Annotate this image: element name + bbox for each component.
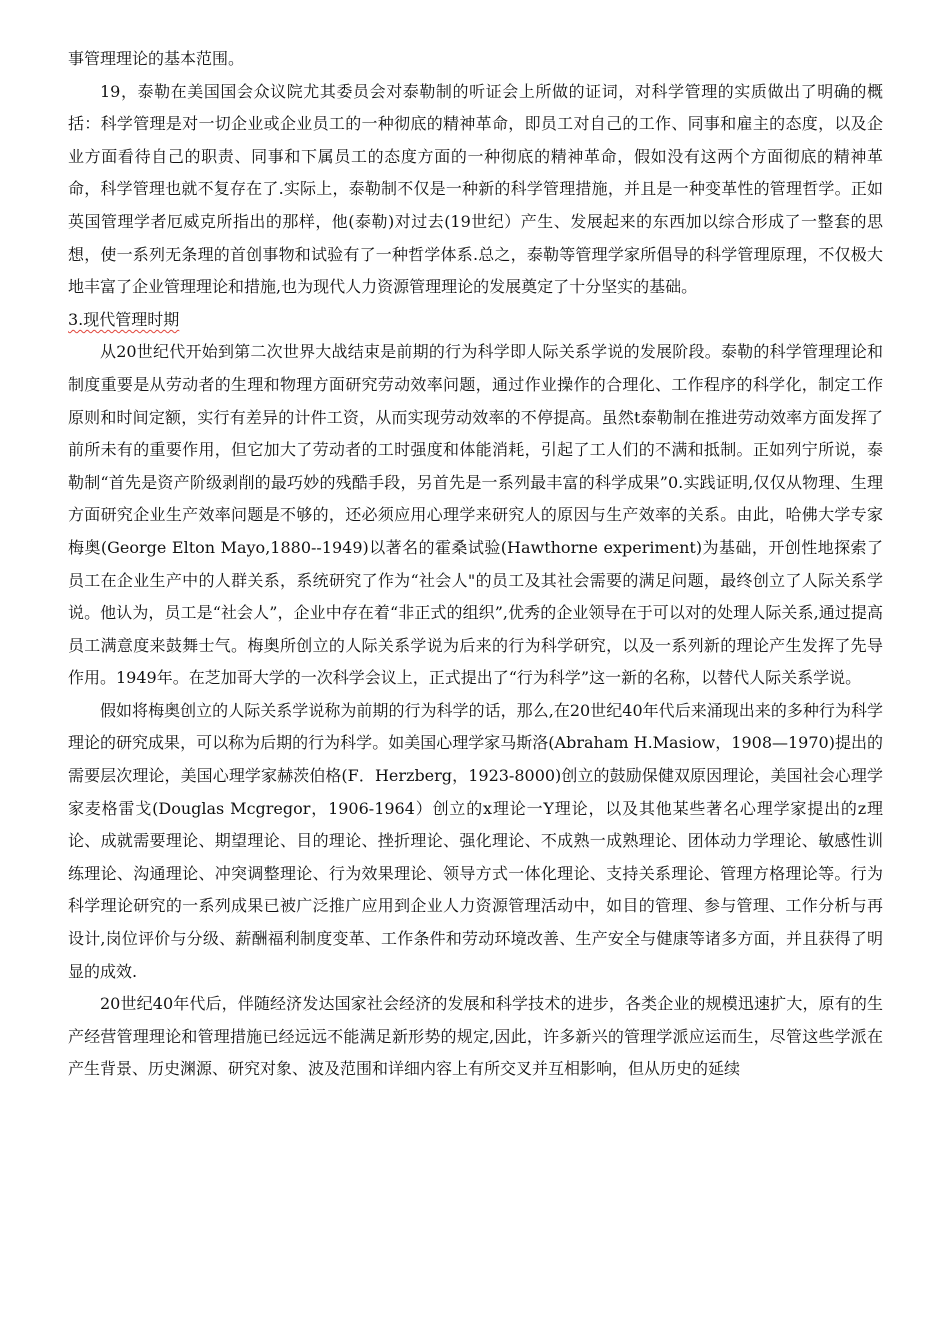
section-heading-row — [68, 304, 883, 337]
paragraph-behavioral-science: 假如将梅奥创立的人际关系学说称为前期的行为科学的话，那么,在20世纪40年代后来涌现出来的多种行为科学理论的研究成果，可以称为后期的行为科学。如美国心理学家马斯洛(Abraham H.Masiow，1908—1970)提出的需要层次理论，美国心理学家赫茨伯格(F．Herzberg，1923-8000)创立的鼓励保健双原因理论，美国社会心理学家麦格雷戈(Douglas Mcgregor，1906-1964）创立的x理论一Y理论，以及其他某些著名心理学家提出的z理论、成就需要理论、期望理论、目的理论、挫折理论、强化理论、不成熟一成熟理论、团体动力学理论、敏感性训练理论、沟通理论、冲突调整理论、行为效果理论、领导方式一体化理论、支持关系理论、管理方格理论等。行为科学理论研究的一系列成果已被广泛推广应用到企业人力资源管理活动中，如目的管理、参与管理、工作分析与再设计,岗位评价与分级、薪酬福利制度变革、工作条件和劳动环境改善、生产安全与健康等诸多方面，并且获得了明显的成效. — [68, 700, 883, 981]
paragraph-continuation: 事管理理论的基本范围。 — [68, 49, 245, 68]
paragraph-post-1940s: 20世纪40年代后，伴随经济发达国家社会经济的发展和科学技术的进步，各类企业的规模迅速扩大，原有的生产经营管理理论和管理措施已经远远不能满足新形势的规定,因此，许多新兴的管理学派应运而生，尽管这些学派在产生背景、历史渊源、研究对象、波及范围和详细内容上有所交叉并互相影响，但从历史的延续 — [68, 994, 883, 1079]
section-heading: 3.现代管理时期 — [68, 309, 180, 329]
paragraph-human-relations: 从20世纪代开始到第二次世界大战结束是前期的行为科学即人际关系学说的发展阶段。泰勒的科学管理理论和制度重要是从劳动者的生理和物理方面研究劳动效率问题，通过作业操作的合理化、工作程序的科学化，制定工作原则和时间定额，实行有差异的计件工资，从而实现劳动效率的不停提高。虽然t泰勒制在推进劳动效率方面发挥了前所未有的重要作用，但它加大了劳动者的工时强度和体能消耗，引起了工人们的不满和抵制。正如列宁所说，泰勒制“首先是资产阶级剥削的最巧妙的残酷手段，另首先是一系列最丰富的科学成果”0.实践证明,仅仅从物理、生理方面研究企业生产效率问题是不够的，还必须应用心理学来研究人的原因与生产效率的关系。由此，哈佛大学专家梅奥(George Elton Mayo,1880--1949)以著名的霍桑试验(Hawthorne experiment)为基础，开创性地探索了员工在企业生产中的人群关系，系统研究了作为“社会人"的员工及其社会需要的满足问题，最终创立了人际关系学说。他认为，员工是“社会人”，企业中存在着“非正式的组织”,优秀的企业领导在于可以对的处理人际关系,通过提高员工满意度来鼓舞士气。梅奥所创立的人际关系学说为后来的行为科学研究，以及一系列新的理论产生发挥了先导作用。1949年。在芝加哥大学的一次科学会议上，正式提出了“行为科学”这一新的名称，以替代人际关系学说。 — [68, 342, 883, 688]
paragraph-taylor-testimony: 19，泰勒在美国国会众议院尤其委员会对泰勒制的听证会上所做的证词，对科学管理的实质做出了明确的概括：科学管理是对一切企业或企业员工的一种彻底的精神革命，即员工对自己的工作、同事和雇主的态度，以及企业方面看待自己的职责、同事和下属员工的态度方面的一种彻底的精神革命，假如没有这两个方面彻底的精神革命，科学管理也就不复存在了.实际上，泰勒制不仅是一种新的科学管理措施，并且是一种变革性的管理哲学。正如英国管理学者厄威克所指出的那样，他(泰勒)对过去(19世纪）产生、发展起来的东西加以综合形成了一整套的思想，使一系列无条理的首创事物和试验有了一种哲学体系.总之，泰勒等管理学家所倡导的科学管理原理，不仅极大地丰富了企业管理理论和措施,也为现代人力资源管理理论的发展奠定了十分坚实的基础。 — [68, 81, 883, 297]
document-body — [68, 43, 883, 1086]
